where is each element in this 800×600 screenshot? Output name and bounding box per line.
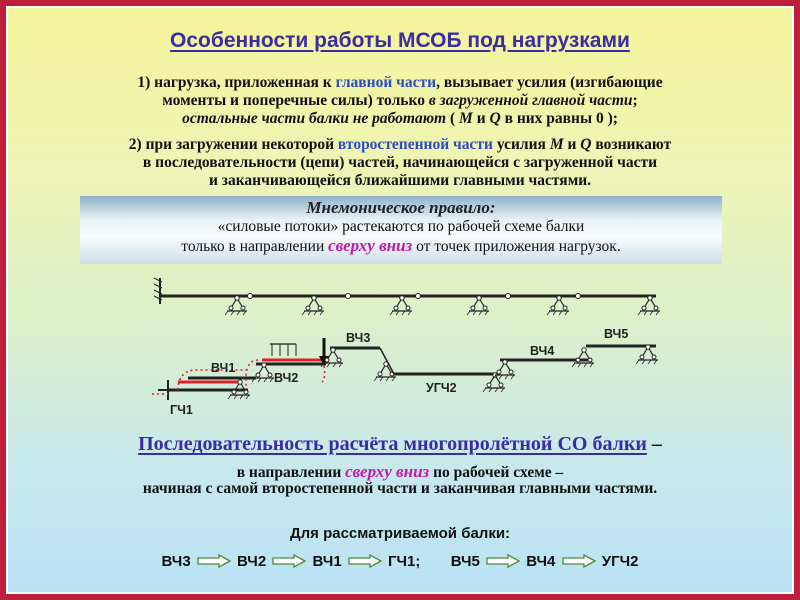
hinge: [346, 294, 351, 299]
distributed-load: [270, 344, 296, 356]
arrow-right-icon: [486, 554, 520, 568]
for-beam-label: Для рассматриваемой балки:: [289, 525, 511, 542]
mnemonic-line-2: [80, 236, 722, 256]
order-item: ГЧ1;: [388, 553, 421, 570]
sequence-title: Последовательность расчёта многопролётной СО балки: [138, 433, 647, 455]
hinge: [416, 294, 421, 299]
highlight-top-down: сверху вниз: [345, 462, 430, 481]
symbol-q: Q: [580, 136, 592, 153]
point-2-line-2: в последовательности (цепи) частей, начинающейся с загруженной части: [142, 154, 658, 171]
label-ugch2: УГЧ2: [426, 381, 457, 395]
order-item: ВЧ4: [526, 553, 556, 570]
text: 2) при загружении некоторой: [128, 136, 338, 153]
label-vch3: ВЧ3: [346, 331, 371, 345]
label-vch5: ВЧ5: [604, 327, 629, 341]
order-item: ВЧ3: [161, 553, 191, 570]
support: [638, 296, 660, 315]
mnemonic-line-1: «силовые потоки» растекаются по рабочей схеме балки: [217, 218, 585, 235]
sequence-line-1: [8, 462, 792, 482]
text: в них равны 0 );: [500, 110, 618, 127]
arrow-right-icon: [272, 554, 306, 568]
hinge: [248, 294, 253, 299]
text: от точек приложения нагрузок.: [412, 238, 621, 255]
point-1-line-1: [8, 74, 792, 92]
text: возникают: [591, 136, 672, 153]
arrow-right-icon: [197, 554, 231, 568]
support: [547, 296, 569, 315]
support: [225, 296, 247, 315]
arrow-right-icon: [562, 554, 596, 568]
support: [636, 345, 658, 364]
text: 1) нагрузка, приложенная к: [137, 74, 336, 91]
label-vch4: ВЧ4: [530, 344, 555, 358]
text: усилия: [492, 136, 550, 153]
label-gch1: ГЧ1: [170, 403, 193, 417]
support: [390, 296, 412, 315]
slide-content: [6, 6, 794, 594]
label-vch1: ВЧ1: [211, 361, 236, 375]
italic-text: остальные части балки не работают: [182, 110, 447, 127]
text: ;: [632, 92, 638, 109]
beam-diagram: [8, 268, 794, 428]
hinge: [576, 294, 581, 299]
order-item: ВЧ1: [312, 553, 342, 570]
upper-beam: [154, 278, 660, 315]
italic-text: в загруженной главной части: [428, 92, 633, 109]
point-2-line-1: [8, 136, 792, 154]
symbol-m: M: [459, 110, 473, 127]
point-2-line-3: и заканчивающейся ближайшими главными частями.: [208, 172, 592, 189]
support: [467, 296, 489, 315]
order-item: ВЧ5: [450, 553, 480, 570]
support: [572, 348, 594, 367]
order-item: УГЧ2: [601, 553, 639, 570]
mnemonic-title: Мнемоническое правило:: [306, 198, 496, 217]
highlight-secondary-part: второстепенной части: [337, 136, 493, 153]
point-1-line-2: [8, 92, 792, 110]
symbol-m: M: [549, 136, 564, 153]
sequence-heading: [8, 433, 792, 456]
arrow-right-icon: [348, 554, 382, 568]
text: –: [646, 433, 662, 455]
text: только в направлении: [181, 238, 329, 255]
order-item: ВЧ2: [237, 553, 267, 570]
symbol-q: Q: [489, 110, 501, 127]
text: , вызывает усилия (изгибающие: [436, 74, 663, 91]
support: [302, 296, 324, 315]
calc-order: [8, 553, 792, 570]
label-vch2: ВЧ2: [274, 371, 299, 385]
text: и: [563, 136, 581, 153]
point-1-line-3: [8, 110, 792, 128]
sequence-line-2: начиная с самой второстепенной части и заканчивая главными частями.: [142, 480, 658, 497]
highlight-main-part: главной части: [335, 74, 437, 91]
text: моменты и поперечные силы) только: [162, 92, 429, 109]
text: в направлении: [236, 464, 346, 481]
mnemonic-box: [80, 196, 722, 264]
highlight-top-down: сверху вниз: [328, 236, 413, 255]
slide-title: Особенности работы МСОБ под нагрузками: [170, 29, 630, 52]
hinge: [506, 294, 511, 299]
text: и: [472, 110, 490, 127]
text: по рабочей схеме –: [429, 464, 564, 481]
text: (: [446, 110, 460, 127]
